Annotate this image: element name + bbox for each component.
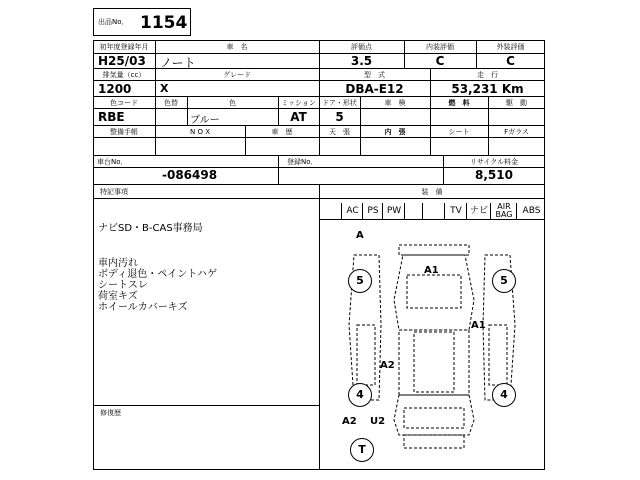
value-model-name: ノート [160,56,196,70]
label-repair-history: 修復歴 [100,409,121,417]
equip-tv: TV [444,203,467,219]
notes-line: 荷室キズ [98,291,138,302]
label-score: 評価点 [351,43,372,51]
equip-ps: PS [362,203,383,219]
notes-line-navi: ナビSD・B-CAS事務局 [98,223,203,234]
value-first-registration: H25/03 [98,54,146,68]
tire-rear-left-score: 4 [348,383,372,407]
value-doors: 5 [335,110,344,124]
value-recycle: 8,510 [475,168,513,182]
label-model-code: 型 式 [364,71,385,79]
label-color-change: 色替 [164,99,178,107]
tire-rear-right-score: 4 [492,383,516,407]
label-history: 車 歴 [271,128,293,136]
trunk-outline [394,395,474,435]
label-inspection: 車 検 [384,99,406,107]
damage-mark-bumper-u2: U2 [370,416,386,427]
label-maintenance-book: 整備手帳 [110,128,138,136]
value-color-code: RBE [98,110,125,124]
label-chassis: 車台No． [97,158,128,166]
equip-navi: ナビ [466,203,491,219]
value-transmission: AT [290,110,307,124]
label-interior-roof: 内 張 [384,128,406,136]
damage-mark-bumper-a2: A2 [342,416,357,427]
rear-glass [404,408,464,428]
label-fuel: 燃 料 [448,99,470,107]
roof-outline [399,330,469,395]
notes-line: ボディ退色・ペイントハゲ [98,269,217,280]
tire-front-left-score: 5 [348,269,372,293]
equip-airbag: AIR BAG [490,203,517,219]
equip-abs: ABS [516,203,546,219]
value-chassis: -086498 [162,168,218,182]
lot-number: 1154 [140,13,188,33]
label-equipment: 装 備 [421,188,443,196]
spare-tire-score: T [350,438,374,462]
label-front-glass: Fガラス [504,128,529,136]
rear-bumper-outline [404,435,464,448]
label-color: 色 [229,99,236,107]
label-color-code: 色コード [110,99,138,107]
tire-front-right-score: 5 [492,269,516,293]
lot-box [93,8,191,36]
value-grade: X [160,82,169,95]
value-exterior-score: C [506,54,515,68]
label-doors: ドア・形状 [322,99,357,107]
equip-blank-2 [422,203,445,219]
label-displacement: 排気量（cc） [102,71,146,79]
value-displacement: 1200 [98,82,132,96]
car-damage-diagram [319,220,545,470]
label-drive: 駆 動 [506,99,527,107]
damage-mark-hood: A1 [424,265,439,276]
damage-mark-left-rear: A2 [380,360,395,371]
equip-pw: PW [382,203,405,219]
value-interior-score: C [435,54,445,68]
value-color: ブルー [190,115,220,126]
notes-line: 車内汚れ [98,258,138,269]
label-model-name: 車 名 [226,43,248,51]
value-model-code: DBA-E12 [345,82,404,96]
label-sunroof: 天 張 [329,128,350,136]
roof-panel [414,332,454,392]
label-first-registration: 初年度登録年月 [99,43,149,51]
left-door [357,325,375,385]
hood-panel [407,275,461,308]
label-exterior-score: 外装評価 [496,43,525,51]
notes-line: シートスレ [98,280,148,291]
label-nox: N O X [190,128,210,136]
label-transmission: ミッション [281,99,316,107]
label-notes: 特記事項 [100,188,128,196]
label-seat: シート [448,128,470,136]
label-recycle: リサイクル料金 [469,158,519,166]
front-bumper-outline [399,245,469,255]
notes-list [98,258,217,313]
right-door [489,325,507,385]
label-mileage: 走 行 [477,71,498,79]
value-score: 3.5 [350,54,373,68]
lot-label: 出品No． [98,18,129,26]
label-registration: 登録No． [287,158,318,166]
equip-ac: AC [341,203,363,219]
label-grade: グレード [223,71,251,79]
damage-mark-right-side: A1 [471,320,486,331]
label-interior-score: 内装評価 [426,43,454,51]
notes-line: ホイールカバーキズ [98,302,188,313]
equip-blank-1 [404,203,423,219]
value-mileage: 53,231 Km [451,82,524,96]
damage-mark-front: A [356,230,364,241]
